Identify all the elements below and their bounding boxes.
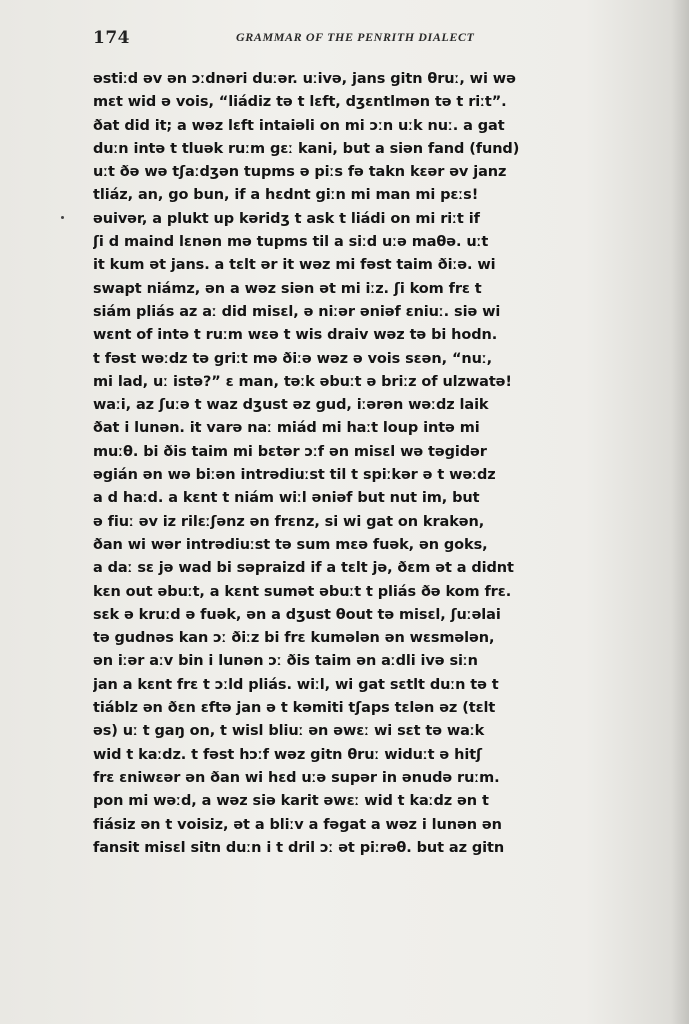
text-line: sɛk ə kruːd ə fuək, ən a dʒust θout tə misɛl, ʃuːəlai [93,606,501,623]
margin-speck [61,216,64,219]
page-number: 174 [93,28,130,48]
text-line: it kum ət jans. a tɛlt ər it wəz mi fəst taim ðiːə. wi [93,257,496,274]
text-line: tliáz, an, go bun, if a hɛdnt giːn mi man mi pɛːs! [93,187,479,204]
page-edge-shadow [671,0,689,1024]
text-line: jan a kɛnt frɛ t ɔːld pliás. wiːl, wi gat sɛtlt duːn tə t [93,676,499,693]
text-line: əgián ən wə biːən intrədiuːst til t spiːkər ə t wəːdz [93,467,496,484]
text-line: swapt niámz, ən a wəz siən ət mi iːz. ʃi kom frɛ t [93,280,482,297]
text-line: ən iːər aːv bin i lunən ɔː ðis taim ən aːdli ivə siːn [93,653,478,670]
text-line: kɛn out əbuːt, a kɛnt sumət əbuːt t pliás ðə kom frɛ. [93,583,512,600]
text-line: əuivər, a plukt up kəridʒ t ask t liádi on mi riːt if [93,210,480,227]
text-line: ə fiuː əv iz rilɛːʃənz ən frɛnz, si wi gat on krakən, [93,513,485,530]
text-line: tiáblz ən ðɛn ɛftə jan ə t kəmiti tʃaps tɛlən əz (tɛlt [93,700,496,717]
text-line: duːn intə t tluək ruːm gɛː kani, but a siən fand (fund) [93,140,520,157]
text-line: muːθ. bi ðis taim mi bɛtər ɔːf ən misɛl wə təgidər [93,443,487,460]
text-line: fiásiz ən t voisiz, ət a bliːv a fəgat a wəz i lunən ən [93,816,502,833]
text-line: ðan wi wər intrədiuːst tə sum mɛə fuək, ən goks, [93,536,488,553]
text-line: wid t kaːdz. t fəst hɔːf wəz gitn θruː widuːt ə hitʃ [93,746,482,763]
text-line: əstiːd əv ən ɔːdnəri duːər. uːivə, jans gitn θruː, wi wə [93,71,516,87]
text-line: uːt ðə wə tʃaːdʒən tupms ə piːs fə takn kɛər əv janz [93,164,507,181]
body-text [93,68,641,860]
text-line: a daː sɛ jə wad bi səpraizd if a tɛlt jə, ðɛm ət a didnt [93,560,514,577]
text-line: ðat i lunən. it varə naː miád mi haːt loup intə mi [93,420,480,437]
text-line: waːi, az ʃuːə t waz dʒust əz gud, iːərən wəːdz laik [93,397,489,414]
text-line: mɛt wid ə vois, “liádiz tə t lɛft, dʒɛntlmən tə t riːt”. [93,94,507,111]
text-line: wɛnt of intə t ruːm wɛə t wis draiv wəz tə bi hodn. [93,327,498,344]
text-line: tə gudnəs kan ɔː ðiːz bi frɛ kumələn ən wɛsmələn, [93,630,495,647]
text-line: ðat did it; a wəz lɛft intaiəli on mi ɔːn uːk nuː. a gat [93,117,505,134]
text-line: pon mi wəːd, a wəz siə karit əwɛː wid t kaːdz ən t [93,793,489,810]
text-line: fansit misɛl sitn duːn i t dril ɔː ət piːrəθ. but az gitn [93,839,505,856]
running-title: GRAMMAR OF THE PENRITH DIALECT [236,30,475,44]
text-line: ʃi d maind lɛnən mə tupms til a siːd uːə maθə. uːt [93,234,489,251]
text-line: frɛ ɛniwɛər ən ðan wi hɛd uːə supər in ənudə ruːm. [93,769,500,786]
text-line: əs) uː t gaŋ on, t wisl bliuː ən əwɛː wi sɛt tə waːk [93,723,485,740]
text-line: t fəst wəːdz tə griːt mə ðiːə wəz ə vois sɛən, “nuː, [93,350,493,367]
text-line: mi lad, uː istə?” ɛ man, təːk əbuːt ə briːz of ulzwatə! [93,373,512,390]
text-line: a d haːd. a kɛnt t niám wiːl əniəf but nut im, but [93,490,480,507]
text-line: siám pliás az aː did misɛl, ə niːər əniəf ɛniuː. siə wi [93,303,501,320]
